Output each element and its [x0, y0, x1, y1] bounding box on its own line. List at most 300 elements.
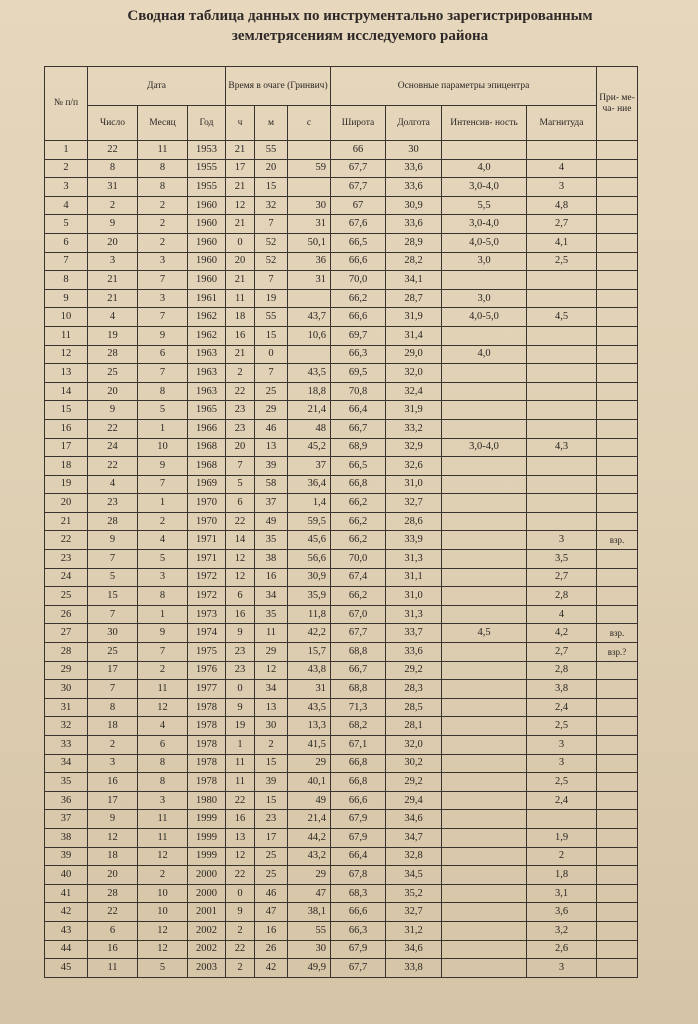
- table-row: [45, 661, 638, 680]
- cell-year: 2000: [188, 884, 226, 903]
- cell-magnitude: 3: [527, 531, 597, 550]
- cell-hour: 7: [226, 457, 255, 476]
- cell-latitude: 66,2: [331, 531, 386, 550]
- cell-day: 28: [88, 512, 138, 531]
- cell-num: 4: [45, 196, 88, 215]
- cell-day: 4: [88, 475, 138, 494]
- table-row: [45, 345, 638, 364]
- cell-note: [597, 810, 638, 829]
- cell-day: 7: [88, 550, 138, 569]
- cell-day: 16: [88, 940, 138, 959]
- table-row: [45, 550, 638, 569]
- cell-hour: 0: [226, 233, 255, 252]
- cell-num: 43: [45, 921, 88, 940]
- cell-hour: 2: [226, 921, 255, 940]
- cell-note: [597, 196, 638, 215]
- cell-month: 11: [138, 828, 188, 847]
- cell-month: 1: [138, 419, 188, 438]
- cell-year: 2002: [188, 921, 226, 940]
- cell-second: 45,6: [288, 531, 331, 550]
- cell-second: 29: [288, 754, 331, 773]
- cell-longitude: 31,3: [386, 550, 442, 569]
- cell-month: 6: [138, 345, 188, 364]
- cell-intensity: [442, 828, 527, 847]
- cell-day: 21: [88, 289, 138, 308]
- cell-num: 40: [45, 866, 88, 885]
- cell-num: 13: [45, 364, 88, 383]
- title-line-2: землетрясениям исследуемого района: [231, 28, 489, 44]
- cell-minute: 34: [255, 587, 288, 606]
- table-row: [45, 717, 638, 736]
- cell-intensity: [442, 531, 527, 550]
- cell-second: 10,6: [288, 326, 331, 345]
- cell-latitude: 66,8: [331, 773, 386, 792]
- cell-hour: 22: [226, 866, 255, 885]
- cell-hour: 23: [226, 401, 255, 420]
- table-row: [45, 141, 638, 160]
- cell-second: 48: [288, 419, 331, 438]
- cell-note: [597, 736, 638, 755]
- cell-minute: 49: [255, 512, 288, 531]
- cell-intensity: [442, 661, 527, 680]
- cell-second: 15,7: [288, 643, 331, 662]
- cell-note: [597, 661, 638, 680]
- cell-intensity: 4,5: [442, 624, 527, 643]
- cell-magnitude: [527, 512, 597, 531]
- cell-hour: 12: [226, 550, 255, 569]
- cell-month: 4: [138, 531, 188, 550]
- cell-intensity: [442, 494, 527, 513]
- cell-minute: 7: [255, 271, 288, 290]
- table-row: [45, 810, 638, 829]
- cell-num: 45: [45, 959, 88, 978]
- cell-latitude: 67,9: [331, 828, 386, 847]
- cell-intensity: [442, 791, 527, 810]
- cell-latitude: 68,9: [331, 438, 386, 457]
- cell-minute: 32: [255, 196, 288, 215]
- cell-longitude: 34,7: [386, 828, 442, 847]
- cell-month: 8: [138, 159, 188, 178]
- cell-second: 30: [288, 196, 331, 215]
- cell-num: 1: [45, 141, 88, 160]
- cell-latitude: 66,7: [331, 661, 386, 680]
- cell-longitude: 28,2: [386, 252, 442, 271]
- table-row: [45, 643, 638, 662]
- cell-hour: 12: [226, 196, 255, 215]
- cell-magnitude: 4,8: [527, 196, 597, 215]
- cell-second: 31: [288, 680, 331, 699]
- cell-hour: 21: [226, 345, 255, 364]
- cell-minute: 29: [255, 643, 288, 662]
- cell-num: 20: [45, 494, 88, 513]
- cell-note: [597, 959, 638, 978]
- cell-minute: 55: [255, 308, 288, 327]
- cell-latitude: 67,8: [331, 866, 386, 885]
- cell-year: 1974: [188, 624, 226, 643]
- cell-intensity: [442, 643, 527, 662]
- cell-magnitude: 3: [527, 754, 597, 773]
- cell-year: 1960: [188, 196, 226, 215]
- cell-latitude: 70,0: [331, 550, 386, 569]
- header-date: Дата: [88, 67, 226, 106]
- cell-latitude: 67,7: [331, 178, 386, 197]
- cell-magnitude: [527, 475, 597, 494]
- cell-latitude: 71,3: [331, 698, 386, 717]
- cell-month: 9: [138, 624, 188, 643]
- cell-second: 21,4: [288, 810, 331, 829]
- table-row: [45, 568, 638, 587]
- cell-latitude: 66,2: [331, 494, 386, 513]
- header-year: Год: [188, 106, 226, 141]
- table-row: [45, 587, 638, 606]
- cell-num: 3: [45, 178, 88, 197]
- cell-intensity: [442, 680, 527, 699]
- cell-intensity: [442, 754, 527, 773]
- cell-second: 36: [288, 252, 331, 271]
- cell-latitude: 66,5: [331, 233, 386, 252]
- cell-magnitude: [527, 457, 597, 476]
- cell-day: 9: [88, 810, 138, 829]
- cell-note: [597, 159, 638, 178]
- cell-longitude: 34,1: [386, 271, 442, 290]
- cell-second: 47: [288, 884, 331, 903]
- table-row: [45, 475, 638, 494]
- cell-note: [597, 828, 638, 847]
- cell-longitude: 30,2: [386, 754, 442, 773]
- cell-longitude: 31,2: [386, 921, 442, 940]
- cell-hour: 17: [226, 159, 255, 178]
- cell-day: 31: [88, 178, 138, 197]
- cell-latitude: 67,9: [331, 810, 386, 829]
- cell-longitude: 31,0: [386, 475, 442, 494]
- cell-num: 22: [45, 531, 88, 550]
- cell-longitude: 28,7: [386, 289, 442, 308]
- cell-second: 35,9: [288, 587, 331, 606]
- cell-note: взр.: [597, 531, 638, 550]
- cell-intensity: [442, 550, 527, 569]
- cell-intensity: [442, 773, 527, 792]
- cell-second: 29: [288, 866, 331, 885]
- cell-day: 9: [88, 531, 138, 550]
- cell-minute: 52: [255, 233, 288, 252]
- cell-latitude: 68,3: [331, 884, 386, 903]
- cell-magnitude: 2,4: [527, 791, 597, 810]
- cell-day: 17: [88, 791, 138, 810]
- cell-intensity: [442, 959, 527, 978]
- header-epicenter: Основные параметры эпицентра: [331, 67, 597, 106]
- cell-year: 2001: [188, 903, 226, 922]
- cell-month: 2: [138, 215, 188, 234]
- cell-second: 21,4: [288, 401, 331, 420]
- cell-magnitude: [527, 289, 597, 308]
- cell-second: 43,5: [288, 698, 331, 717]
- cell-year: 1961: [188, 289, 226, 308]
- cell-note: [597, 401, 638, 420]
- cell-latitude: 66,4: [331, 847, 386, 866]
- cell-intensity: 3,0-4,0: [442, 438, 527, 457]
- cell-year: 1960: [188, 271, 226, 290]
- cell-note: [597, 494, 638, 513]
- header-time: Время в очаге (Гринвич): [226, 67, 331, 106]
- cell-month: 3: [138, 791, 188, 810]
- cell-month: 4: [138, 717, 188, 736]
- cell-intensity: [442, 903, 527, 922]
- table-row: [45, 531, 638, 550]
- cell-minute: 13: [255, 698, 288, 717]
- cell-num: 36: [45, 791, 88, 810]
- cell-magnitude: [527, 345, 597, 364]
- cell-minute: 34: [255, 680, 288, 699]
- cell-year: 1972: [188, 568, 226, 587]
- cell-year: 2000: [188, 866, 226, 885]
- cell-month: 7: [138, 475, 188, 494]
- cell-hour: 6: [226, 587, 255, 606]
- header-day: Число: [88, 106, 138, 141]
- cell-minute: 39: [255, 457, 288, 476]
- cell-day: 16: [88, 773, 138, 792]
- cell-day: 22: [88, 419, 138, 438]
- cell-num: 38: [45, 828, 88, 847]
- cell-minute: 35: [255, 531, 288, 550]
- cell-year: 1971: [188, 531, 226, 550]
- cell-num: 34: [45, 754, 88, 773]
- cell-year: 1978: [188, 736, 226, 755]
- cell-hour: 21: [226, 141, 255, 160]
- header-month: Месяц: [138, 106, 188, 141]
- cell-longitude: 33,9: [386, 531, 442, 550]
- cell-longitude: 32,8: [386, 847, 442, 866]
- cell-minute: 12: [255, 661, 288, 680]
- cell-minute: 47: [255, 903, 288, 922]
- cell-hour: 13: [226, 828, 255, 847]
- cell-month: 12: [138, 921, 188, 940]
- cell-second: 44,2: [288, 828, 331, 847]
- cell-latitude: 67,7: [331, 959, 386, 978]
- cell-month: 8: [138, 587, 188, 606]
- cell-year: 1963: [188, 345, 226, 364]
- cell-day: 3: [88, 252, 138, 271]
- cell-hour: 21: [226, 271, 255, 290]
- cell-magnitude: 3,1: [527, 884, 597, 903]
- cell-day: 25: [88, 364, 138, 383]
- cell-note: [597, 326, 638, 345]
- table-row: [45, 233, 638, 252]
- cell-latitude: 67,7: [331, 159, 386, 178]
- cell-minute: 20: [255, 159, 288, 178]
- cell-hour: 1: [226, 736, 255, 755]
- cell-month: 5: [138, 550, 188, 569]
- cell-num: 16: [45, 419, 88, 438]
- cell-day: 3: [88, 754, 138, 773]
- cell-month: 8: [138, 382, 188, 401]
- table-row: [45, 308, 638, 327]
- cell-num: 32: [45, 717, 88, 736]
- cell-second: 11,8: [288, 605, 331, 624]
- cell-month: 7: [138, 271, 188, 290]
- cell-minute: 16: [255, 921, 288, 940]
- cell-note: [597, 773, 638, 792]
- cell-longitude: 33,6: [386, 215, 442, 234]
- cell-latitude: 66,2: [331, 289, 386, 308]
- table-row: [45, 847, 638, 866]
- cell-num: 5: [45, 215, 88, 234]
- cell-longitude: 32,7: [386, 494, 442, 513]
- cell-magnitude: 2,7: [527, 215, 597, 234]
- cell-note: [597, 680, 638, 699]
- cell-second: 59,5: [288, 512, 331, 531]
- cell-magnitude: 3: [527, 736, 597, 755]
- table-row: [45, 271, 638, 290]
- cell-latitude: 67,1: [331, 736, 386, 755]
- cell-intensity: 4,0-5,0: [442, 308, 527, 327]
- cell-latitude: 66,7: [331, 419, 386, 438]
- cell-hour: 0: [226, 884, 255, 903]
- cell-hour: 9: [226, 903, 255, 922]
- cell-magnitude: 2,5: [527, 252, 597, 271]
- cell-minute: 15: [255, 754, 288, 773]
- cell-num: 37: [45, 810, 88, 829]
- cell-note: [597, 847, 638, 866]
- cell-num: 9: [45, 289, 88, 308]
- cell-num: 35: [45, 773, 88, 792]
- cell-num: 11: [45, 326, 88, 345]
- cell-intensity: [442, 717, 527, 736]
- cell-num: 7: [45, 252, 88, 271]
- cell-day: 20: [88, 382, 138, 401]
- cell-magnitude: [527, 326, 597, 345]
- cell-month: 2: [138, 233, 188, 252]
- cell-latitude: 66,6: [331, 308, 386, 327]
- cell-magnitude: 4: [527, 605, 597, 624]
- cell-latitude: 67,4: [331, 568, 386, 587]
- table-row: [45, 401, 638, 420]
- cell-note: [597, 475, 638, 494]
- cell-note: [597, 141, 638, 160]
- cell-day: 6: [88, 921, 138, 940]
- cell-minute: 58: [255, 475, 288, 494]
- cell-day: 7: [88, 605, 138, 624]
- table-row: [45, 494, 638, 513]
- cell-note: взр.?: [597, 643, 638, 662]
- cell-longitude: 29,2: [386, 661, 442, 680]
- cell-year: 1978: [188, 717, 226, 736]
- table-row: [45, 252, 638, 271]
- cell-hour: 2: [226, 364, 255, 383]
- cell-magnitude: 4,3: [527, 438, 597, 457]
- cell-intensity: [442, 736, 527, 755]
- cell-magnitude: 2,6: [527, 940, 597, 959]
- cell-note: [597, 271, 638, 290]
- cell-year: 1971: [188, 550, 226, 569]
- cell-note: [597, 587, 638, 606]
- cell-year: 1953: [188, 141, 226, 160]
- cell-intensity: 3,0: [442, 289, 527, 308]
- cell-note: [597, 550, 638, 569]
- cell-year: 1960: [188, 252, 226, 271]
- cell-magnitude: [527, 810, 597, 829]
- cell-year: 1980: [188, 791, 226, 810]
- cell-intensity: [442, 884, 527, 903]
- cell-minute: 52: [255, 252, 288, 271]
- cell-month: 11: [138, 680, 188, 699]
- cell-magnitude: [527, 382, 597, 401]
- cell-latitude: 66,8: [331, 754, 386, 773]
- cell-year: 1972: [188, 587, 226, 606]
- cell-minute: 25: [255, 382, 288, 401]
- cell-num: 6: [45, 233, 88, 252]
- cell-note: [597, 866, 638, 885]
- cell-day: 30: [88, 624, 138, 643]
- cell-minute: 13: [255, 438, 288, 457]
- cell-magnitude: 1,9: [527, 828, 597, 847]
- cell-year: 1968: [188, 438, 226, 457]
- cell-num: 25: [45, 587, 88, 606]
- cell-hour: 20: [226, 438, 255, 457]
- cell-longitude: 28,3: [386, 680, 442, 699]
- cell-day: 24: [88, 438, 138, 457]
- cell-note: [597, 364, 638, 383]
- cell-note: [597, 308, 638, 327]
- cell-hour: 12: [226, 847, 255, 866]
- cell-hour: 2: [226, 959, 255, 978]
- cell-latitude: 67,9: [331, 940, 386, 959]
- cell-magnitude: [527, 419, 597, 438]
- cell-latitude: 66,5: [331, 457, 386, 476]
- cell-day: 11: [88, 959, 138, 978]
- cell-intensity: [442, 605, 527, 624]
- cell-day: 21: [88, 271, 138, 290]
- table-row: [45, 196, 638, 215]
- cell-year: 1977: [188, 680, 226, 699]
- earthquake-table: [44, 66, 638, 978]
- cell-minute: 25: [255, 847, 288, 866]
- cell-longitude: 33,6: [386, 178, 442, 197]
- cell-note: [597, 940, 638, 959]
- cell-note: [597, 457, 638, 476]
- table-row: [45, 791, 638, 810]
- cell-year: 1966: [188, 419, 226, 438]
- cell-note: [597, 438, 638, 457]
- cell-longitude: 33,6: [386, 643, 442, 662]
- cell-magnitude: [527, 494, 597, 513]
- cell-month: 12: [138, 940, 188, 959]
- cell-intensity: [442, 847, 527, 866]
- cell-second: 59: [288, 159, 331, 178]
- cell-year: 1963: [188, 382, 226, 401]
- cell-intensity: [442, 698, 527, 717]
- cell-magnitude: 3: [527, 959, 597, 978]
- cell-latitude: 70,8: [331, 382, 386, 401]
- cell-month: 3: [138, 289, 188, 308]
- cell-day: 22: [88, 141, 138, 160]
- cell-hour: 23: [226, 419, 255, 438]
- cell-hour: 21: [226, 178, 255, 197]
- title-line-1: Сводная таблица данных по инструментально зарегистрированным: [127, 8, 593, 24]
- cell-longitude: 28,1: [386, 717, 442, 736]
- cell-longitude: 33,6: [386, 159, 442, 178]
- header-magnitude: Магнитуда: [527, 106, 597, 141]
- cell-magnitude: [527, 401, 597, 420]
- cell-longitude: 34,6: [386, 810, 442, 829]
- cell-magnitude: 2,5: [527, 773, 597, 792]
- table-row: [45, 624, 638, 643]
- cell-minute: 0: [255, 345, 288, 364]
- cell-magnitude: 3,8: [527, 680, 597, 699]
- cell-intensity: [442, 568, 527, 587]
- cell-month: 7: [138, 308, 188, 327]
- cell-intensity: [442, 141, 527, 160]
- cell-note: [597, 921, 638, 940]
